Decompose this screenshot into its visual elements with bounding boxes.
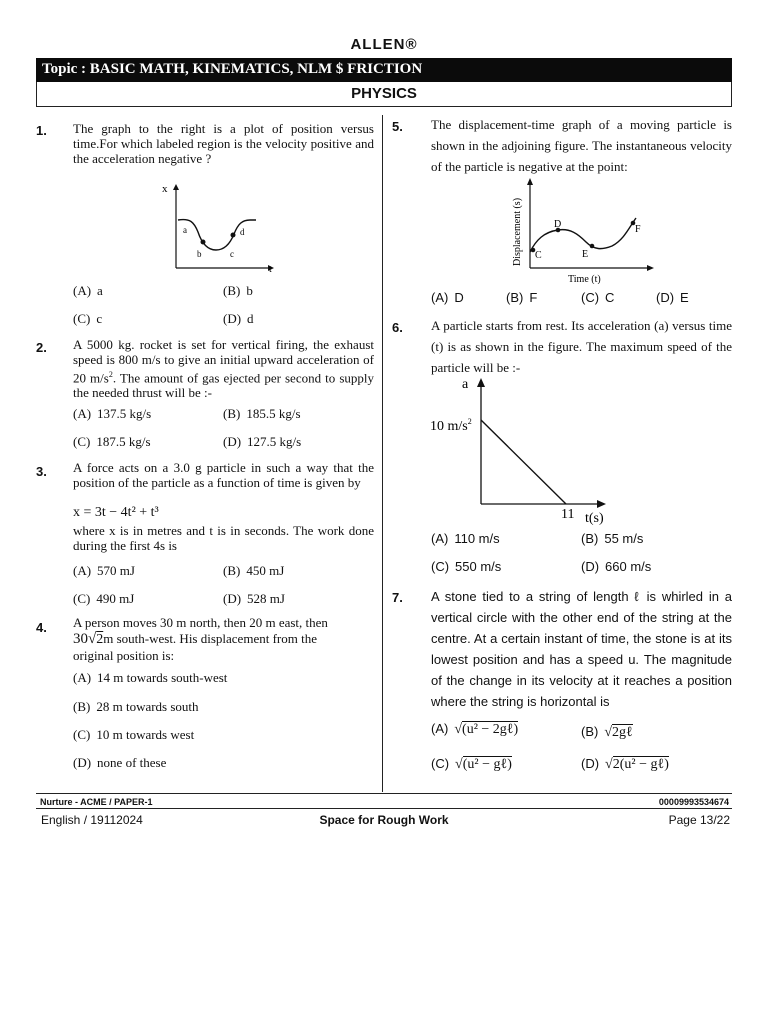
- q1-option-a[interactable]: (A) a: [73, 283, 103, 298]
- q5-y-axis-label: Displacement (s): [512, 197, 523, 266]
- q2-option-b[interactable]: (B) 185.5 kg/s: [223, 406, 301, 421]
- q2-option-a[interactable]: (A) 137.5 kg/s: [73, 406, 152, 421]
- q5-label-c: C: [535, 250, 542, 261]
- column-divider: [382, 115, 383, 792]
- q5-label-e: E: [582, 249, 589, 260]
- question-4-line-3: original position is:: [73, 648, 175, 663]
- question-1-number: 1.: [36, 123, 47, 138]
- q2-option-c[interactable]: (C) 187.5 kg/s: [73, 434, 151, 449]
- question-1-text: The graph to the right is a plot of position versus time.For which labeled region is the velocity positive and the acceleration negative ?: [73, 121, 374, 166]
- q5-option-b[interactable]: (B) F: [506, 290, 538, 305]
- topic-bar: [36, 58, 732, 82]
- q1-label-c: c: [230, 249, 234, 259]
- q5-option-c[interactable]: (C) C: [581, 290, 615, 305]
- q4-option-a[interactable]: (A) 14 m towards south-west: [73, 670, 228, 685]
- q7-option-d[interactable]: (D) √2(u² − gℓ): [581, 756, 669, 772]
- topic-title: Topic : BASIC MATH, KINEMATICS, NLM $ FRICTION: [42, 61, 423, 77]
- footer-bottom-rule: [36, 808, 732, 809]
- q6-x-axis-label: t(s): [585, 511, 604, 526]
- question-3-text-part1: A force acts on a 3.0 g particle in such a way that the position of the particle as a function of time is given by: [73, 460, 374, 490]
- question-7-text: A stone tied to a string of length ℓ is whirled in a vertical circle with the other end of the string at the centre. At a certain instant of time, the stone is at its lowest position and has a speed u. The magnitude of the change in its velocity at it reaches a position where the string is horizontal is: [431, 589, 732, 709]
- q7-option-c[interactable]: (C) √(u² − gℓ): [431, 756, 512, 772]
- question-2-text: A 5000 kg. rocket is set for vertical firing, the exhaust speed is 800 m/s to give an initial upward acceleration of 20 $m/s^2$. The amount of gas ejected per second to supply the needed thrust will be :-: [73, 337, 374, 401]
- q3-option-b[interactable]: (B) 450 mJ: [223, 563, 285, 578]
- q1-label-d: d: [240, 227, 245, 237]
- footer-page-number: Page 13/22: [668, 813, 730, 827]
- footer-paper-code: Nurture - ACME / PAPER-1: [40, 797, 153, 807]
- q6-x-value-label: 11: [561, 507, 575, 522]
- q5-label-d: D: [554, 219, 562, 230]
- question-4-number: 4.: [36, 620, 47, 635]
- question-3-text-part2: where x is in metres and t is in seconds. The work done during the first 4s is: [73, 523, 374, 553]
- q3-option-a[interactable]: (A) 570 mJ: [73, 563, 135, 578]
- q6-option-b[interactable]: (B) 55 m/s: [581, 531, 644, 546]
- question-5-number: 5.: [392, 119, 403, 134]
- question-4-line-2: 30√2m south-west. His displacement from the: [73, 631, 317, 647]
- q1-y-axis-label: x: [162, 183, 168, 195]
- footer-serial-number: 00009993534674: [658, 797, 729, 807]
- q1-label-b: b: [197, 249, 202, 259]
- q1-position-time-graph: [160, 180, 280, 276]
- q5-option-d[interactable]: (D) E: [656, 290, 689, 305]
- question-2-number: 2.: [36, 340, 47, 355]
- question-6-number: 6.: [392, 320, 403, 335]
- q1-option-d[interactable]: (D) d: [223, 311, 254, 326]
- q6-acceleration-time-graph: [428, 372, 614, 528]
- q3-option-d[interactable]: (D) 528 mJ: [223, 591, 285, 606]
- q6-y-axis-label: a: [462, 377, 469, 392]
- q5-option-a[interactable]: (A) D: [431, 290, 464, 305]
- q5-label-f: F: [635, 224, 641, 235]
- q4-option-c[interactable]: (C) 10 m towards west: [73, 727, 195, 742]
- question-6-text: A particle starts from rest. Its acceleration (a) versus time (t) is as shown in the figure. The maximum speed of the particle will be :-: [431, 318, 732, 375]
- q2-option-d[interactable]: (D) 127.5 kg/s: [223, 434, 302, 449]
- q7-option-b[interactable]: (B) √2gℓ: [581, 724, 633, 740]
- q1-option-b[interactable]: (B) b: [223, 283, 253, 298]
- footer-rough-work: Space for Rough Work: [319, 813, 449, 827]
- question-7-number: 7.: [392, 590, 403, 605]
- question-4-line-1: A person moves 30 m north, then 20 m east, then: [73, 615, 328, 630]
- q5-x-axis-label: Time (t): [568, 274, 601, 284]
- q6-y-value-label: 10 $m/s^2$: [430, 417, 472, 434]
- q5-displacement-time-graph: [508, 178, 658, 284]
- q6-option-a[interactable]: (A) 110 m/s: [431, 531, 500, 546]
- q1-x-axis-label: t: [269, 264, 272, 275]
- q6-option-d[interactable]: (D) 660 m/s: [581, 559, 652, 574]
- question-3-number: 3.: [36, 464, 47, 479]
- brand-logo: ALLEN®: [350, 36, 418, 53]
- q1-label-a: a: [183, 225, 187, 235]
- q6-option-c[interactable]: (C) 550 m/s: [431, 559, 502, 574]
- q4-option-d[interactable]: (D) none of these: [73, 755, 167, 770]
- subject-title: PHYSICS: [351, 85, 417, 102]
- question-5-text: The displacement-time graph of a moving particle is shown in the adjoining figure. The instantaneous velocity of the particle is negative at the point:: [431, 117, 732, 174]
- subject-box: [36, 82, 732, 107]
- q4-option-b[interactable]: (B) 28 m towards south: [73, 699, 199, 714]
- q1-option-c[interactable]: (C) c: [73, 311, 103, 326]
- q3-option-c[interactable]: (C) 490 mJ: [73, 591, 135, 606]
- question-3-formula: x = 3t − 4t² + t³: [73, 505, 159, 520]
- footer-top-rule: [36, 793, 732, 794]
- q7-option-a[interactable]: (A) √(u² − 2gℓ): [431, 721, 519, 737]
- footer-language-date: English / 19112024: [41, 813, 143, 827]
